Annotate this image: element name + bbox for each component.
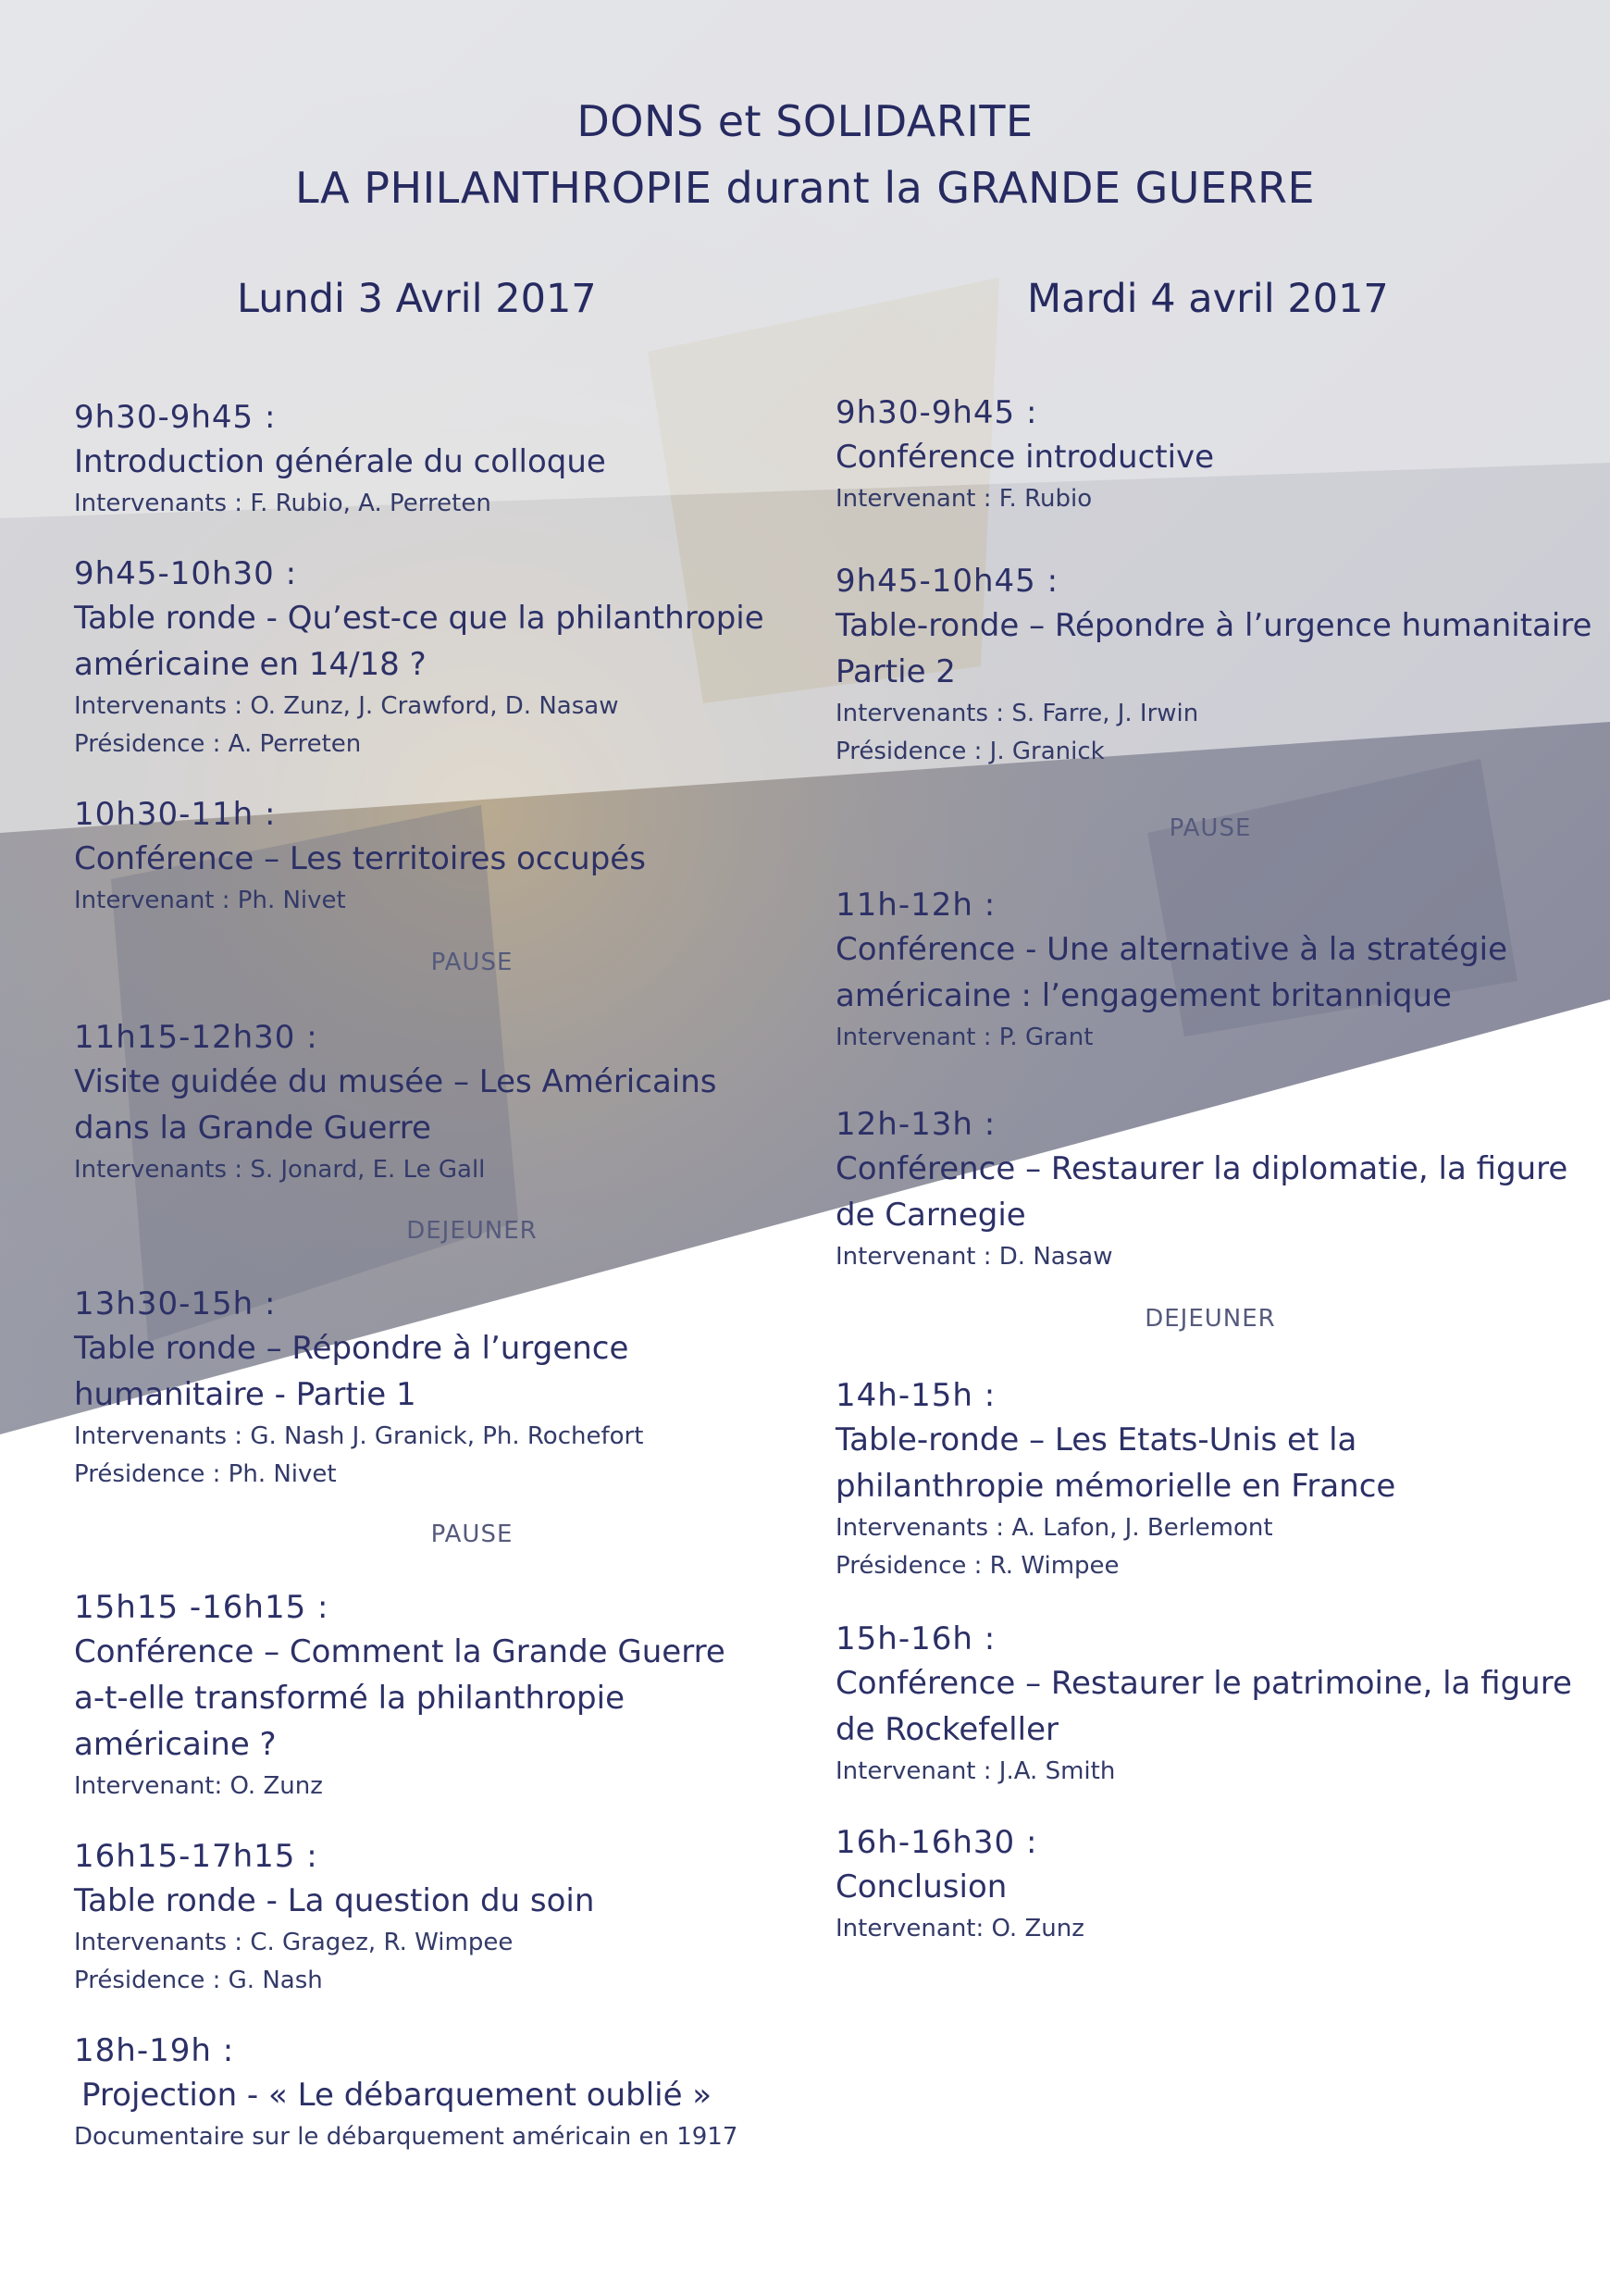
session <box>74 2029 870 2156</box>
session <box>836 884 1585 1057</box>
session-speakers: Intervenants : F. Rubio, A. Perreten <box>74 490 491 517</box>
session-time: 15h15 -16h15 : <box>74 1589 329 1626</box>
session-speakers: Intervenant : F. Rubio <box>836 485 1093 513</box>
session <box>74 1586 870 1806</box>
session-speakers: Intervenants : C. Gragez, R. Wimpee <box>74 1929 514 1956</box>
session-title: Conférence – Restaurer le patrimoine, la figure de Rockefeller <box>836 1665 1572 1748</box>
session-time: 11h15-12h30 : <box>74 1019 318 1056</box>
session-time: 12h-13h : <box>836 1106 997 1143</box>
session-title: Table ronde - La question du soin <box>74 1882 595 1919</box>
session-time: 14h-15h : <box>836 1377 997 1414</box>
session <box>836 560 1592 771</box>
session-title: Projection - « Le débarquement oublié » <box>81 2077 712 2114</box>
title-line-2: LA PHILANTHROPIE durant la GRANDE GUERRE <box>294 163 1316 213</box>
session-time: 18h-19h : <box>74 2032 235 2069</box>
session-title: Introduction générale du colloque <box>74 443 606 480</box>
session-title: Table ronde - Qu’est-ce que la philanthropie américaine en 14/18 ? <box>74 600 764 683</box>
session-speakers: Intervenants : S. Jonard, E. Le Gall <box>74 1156 486 1184</box>
session-description: Documentaire sur le débarquement américain en 1917 <box>74 2123 738 2151</box>
session-time: 9h45-10h45 : <box>836 563 1059 600</box>
session-time: 16h15-17h15 : <box>74 1838 318 1875</box>
session-chair: Présidence : Ph. Nivet <box>74 1460 337 1488</box>
session-time: 10h30-11h : <box>74 796 277 833</box>
session-title: Visite guidée du musée – Les Américains dans la Grande Guerre <box>74 1063 717 1147</box>
session-title: Conclusion <box>836 1868 1008 1905</box>
session <box>836 1103 1585 1276</box>
break-pause: PAUSE <box>1169 814 1252 842</box>
poster-title <box>0 88 1610 221</box>
session-time: 13h30-15h : <box>74 1285 277 1322</box>
day-heading-monday: Lundi 3 Avril 2017 <box>237 276 597 322</box>
session <box>74 396 870 523</box>
session-time: 9h30-9h45 : <box>836 394 1038 431</box>
session-title: Conférence – Comment la Grande Guerre a-t-elle transformé la philanthropie américaine ? <box>74 1633 725 1763</box>
session <box>74 552 870 763</box>
session <box>74 1016 870 1189</box>
session-title: Conférence – Les territoires occupés <box>74 840 646 877</box>
session <box>836 1618 1585 1791</box>
break-pause: PAUSE <box>430 1520 514 1548</box>
session-title: Table-ronde – Répondre à l’urgence humanitaire Partie 2 <box>836 607 1592 690</box>
session-speakers: Intervenants : A. Lafon, J. Berlemont <box>836 1514 1273 1542</box>
break-pause: PAUSE <box>430 949 514 976</box>
session-speakers: Intervenant : P. Grant <box>836 1024 1094 1051</box>
session-title: Table-ronde – Les Etats-Unis et la philanthropie mémorielle en France <box>836 1421 1396 1505</box>
session-speakers: Intervenant : Ph. Nivet <box>74 887 346 914</box>
session-chair: Présidence : G. Nash <box>74 1967 323 1994</box>
session-speakers: Intervenants : S. Farre, J. Irwin <box>836 700 1199 727</box>
session-chair: Présidence : R. Wimpee <box>836 1552 1120 1580</box>
session-time: 9h30-9h45 : <box>74 399 277 436</box>
session <box>836 1821 1585 1948</box>
session-speakers: Intervenant: O. Zunz <box>74 1772 323 1800</box>
session-time: 9h45-10h30 : <box>74 555 298 592</box>
session-speakers: Intervenants : G. Nash J. Granick, Ph. Rochefort <box>74 1422 644 1450</box>
session-title: Conférence introductive <box>836 439 1215 476</box>
session-time: 16h-16h30 : <box>836 1824 1038 1861</box>
session <box>74 793 870 920</box>
session-title: Conférence – Restaurer la diplomatie, la figure de Carnegie <box>836 1150 1568 1234</box>
session-title: Conférence - Une alternative à la stratégie américaine : l’engagement britannique <box>836 931 1508 1014</box>
title-line-1: DONS et SOLIDARITE <box>576 96 1034 146</box>
session-speakers: Intervenant : D. Nasaw <box>836 1243 1113 1271</box>
session <box>74 1283 870 1494</box>
session <box>836 1374 1585 1585</box>
session-speakers: Intervenants : O. Zunz, J. Crawford, D. Nasaw <box>74 692 619 720</box>
break-lunch: DEJEUNER <box>1145 1305 1276 1333</box>
session-chair: Présidence : J. Granick <box>836 738 1105 765</box>
day-heading-tuesday: Mardi 4 avril 2017 <box>1027 276 1389 322</box>
session-chair: Présidence : A. Perreten <box>74 730 362 758</box>
session-title: Table ronde – Répondre à l’urgence humanitaire - Partie 1 <box>74 1330 629 1413</box>
session-time: 11h-12h : <box>836 887 997 924</box>
session-speakers: Intervenant: O. Zunz <box>836 1915 1084 1942</box>
break-lunch: DEJEUNER <box>406 1217 538 1245</box>
session-speakers: Intervenant : J.A. Smith <box>836 1757 1116 1785</box>
session <box>836 391 1585 518</box>
session-time: 15h-16h : <box>836 1620 997 1657</box>
session <box>74 1835 870 2000</box>
